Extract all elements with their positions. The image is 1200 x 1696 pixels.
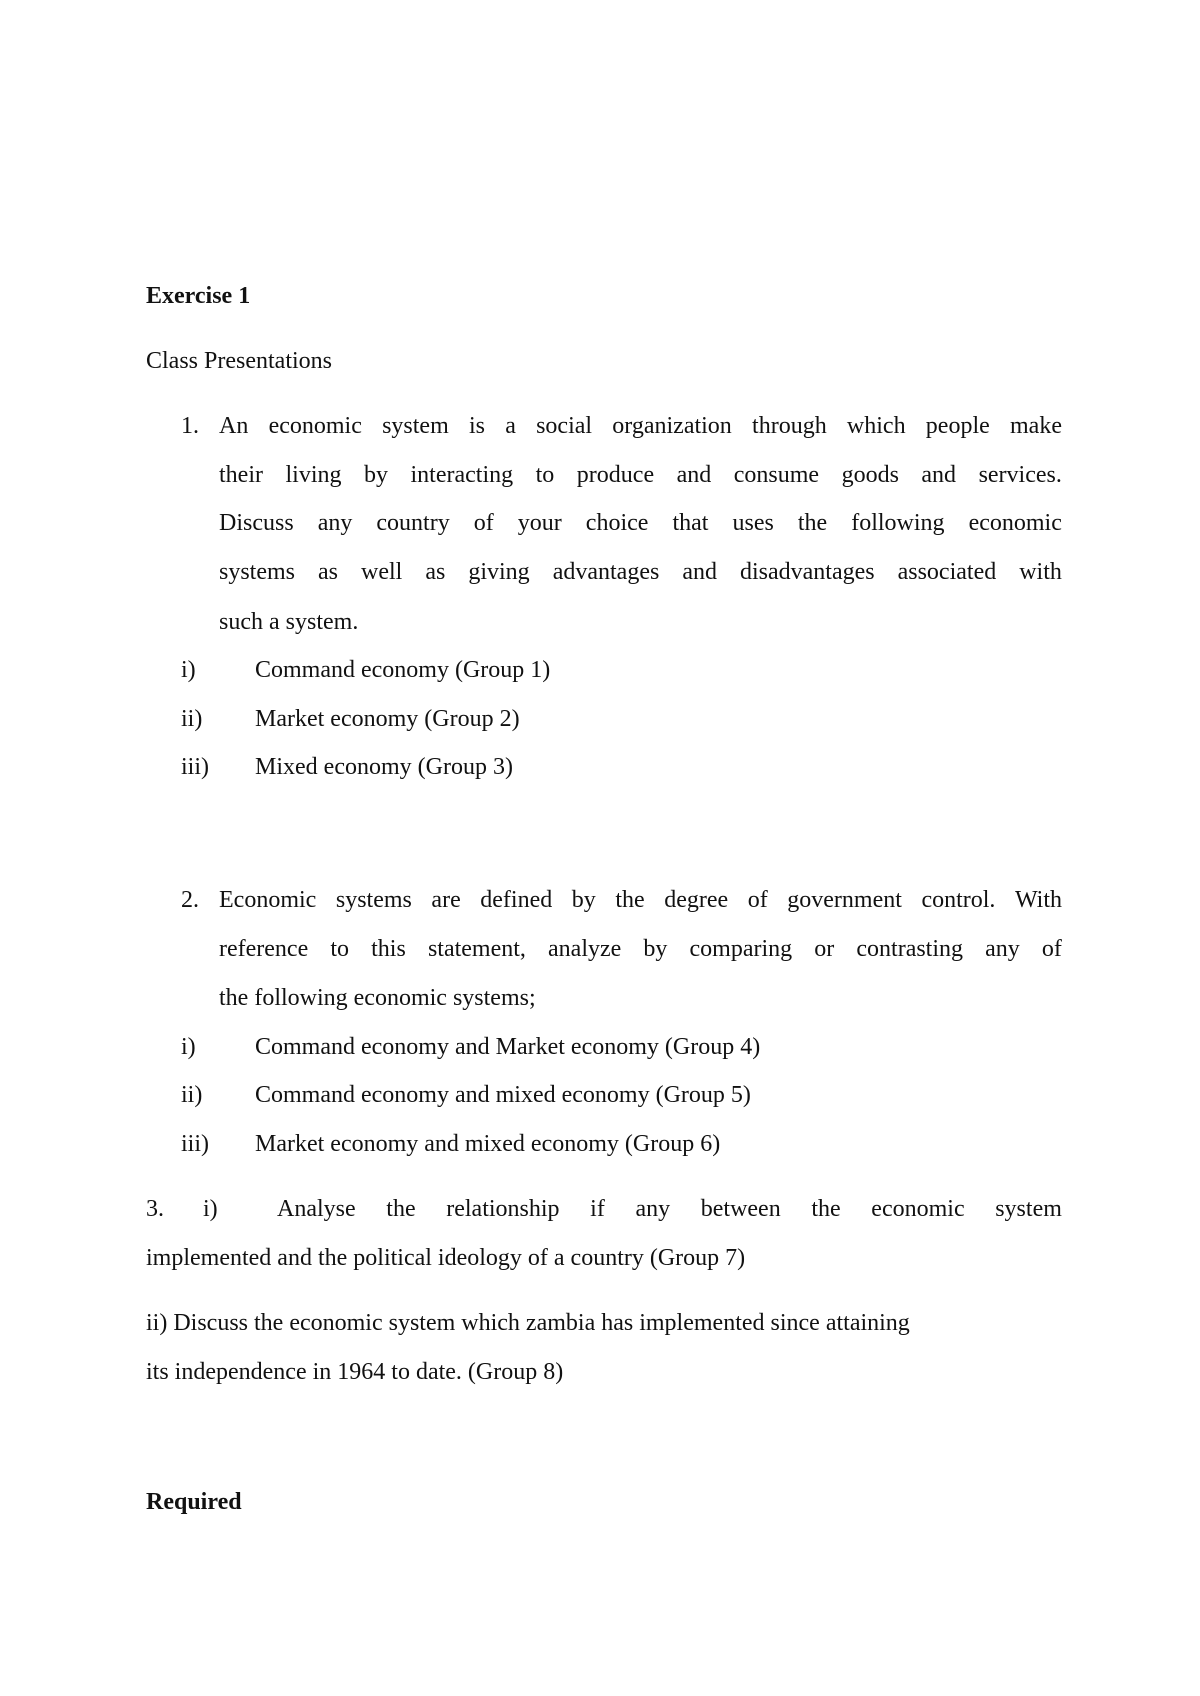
word: that <box>672 510 709 536</box>
word: people <box>925 413 990 439</box>
word: With <box>1014 887 1062 913</box>
word: and <box>921 462 957 488</box>
word: and <box>682 559 717 585</box>
q3-part2-line-2: its independence in 1964 to date. (Group 8) <box>146 1359 564 1385</box>
q1-number: 1. <box>181 413 199 439</box>
word: a <box>505 413 516 439</box>
q3-part2-line-1: ii) Discuss the economic system which zambia has implemented since attaining <box>146 1310 910 1336</box>
q2-line-2 <box>219 937 1062 961</box>
q1-item-1-marker: i) <box>181 657 196 683</box>
word: of <box>1041 936 1062 962</box>
word: comparing <box>689 936 793 962</box>
word: systems <box>335 887 412 913</box>
q1-line-3 <box>219 511 1062 535</box>
word: as <box>425 559 446 585</box>
word: well <box>361 559 403 585</box>
word: defined <box>480 887 553 913</box>
q2-item-2-marker: ii) <box>181 1082 203 1108</box>
word: to <box>330 936 350 962</box>
word: reference <box>219 936 309 962</box>
word: their <box>219 462 263 488</box>
word: this <box>371 936 406 962</box>
word: by <box>571 887 596 913</box>
word: as <box>318 559 339 585</box>
word: associated <box>897 559 997 585</box>
word: any <box>635 1196 671 1222</box>
word: your <box>517 510 562 536</box>
word: living <box>285 462 342 488</box>
q2-item-3-marker: iii) <box>181 1131 209 1157</box>
q1-item-3-text: Mixed economy (Group 3) <box>255 754 513 780</box>
word: is <box>468 413 485 439</box>
word: are <box>431 887 461 913</box>
exercise-subtitle: Class Presentations <box>146 348 332 374</box>
word: disadvantages <box>739 559 875 585</box>
word: make <box>1010 413 1062 439</box>
word: interacting <box>410 462 514 488</box>
q1-item-2-text: Market economy (Group 2) <box>255 706 520 732</box>
q3-number: 3. <box>146 1196 164 1222</box>
word: Economic <box>219 887 317 913</box>
word: by <box>643 936 668 962</box>
word: economic <box>268 413 362 439</box>
q1-line-5: such a system. <box>219 609 359 635</box>
word: social <box>536 413 593 439</box>
word: systems <box>219 559 296 585</box>
word: through <box>752 413 827 439</box>
word: if <box>590 1196 605 1222</box>
word: or <box>814 936 835 962</box>
word: contrasting <box>856 936 964 962</box>
q2-line-3: the following economic systems; <box>219 985 536 1011</box>
q2-number: 2. <box>181 887 199 913</box>
exercise-title: Exercise 1 <box>146 283 251 309</box>
q3-part1-line-2: implemented and the political ideology of a country (Group 7) <box>146 1245 746 1271</box>
word: economic <box>871 1196 965 1222</box>
word: services. <box>978 462 1062 488</box>
q3-part1-line-1 <box>277 1197 1062 1221</box>
word: the <box>797 510 828 536</box>
q1-item-3-marker: iii) <box>181 754 209 780</box>
word: of <box>747 887 768 913</box>
word: Analyse <box>277 1196 356 1222</box>
word: between <box>700 1196 781 1222</box>
word: uses <box>732 510 774 536</box>
word: the <box>811 1196 841 1222</box>
word: system <box>382 413 449 439</box>
q1-item-1-text: Command economy (Group 1) <box>255 657 551 683</box>
q2-item-2-text: Command economy and mixed economy (Group 5) <box>255 1082 751 1108</box>
q1-line-4 <box>219 560 1062 584</box>
word: goods <box>841 462 899 488</box>
word: statement, <box>427 936 526 962</box>
word: produce <box>576 462 655 488</box>
word: degree <box>664 887 729 913</box>
word: any <box>317 510 353 536</box>
required-heading: Required <box>146 1489 242 1515</box>
word: which <box>846 413 906 439</box>
word: analyze <box>548 936 622 962</box>
word: by <box>364 462 388 488</box>
word: organization <box>612 413 732 439</box>
word: any <box>985 936 1020 962</box>
q1-line-1 <box>219 414 1062 438</box>
q1-line-2 <box>219 463 1062 487</box>
q2-item-1-marker: i) <box>181 1034 196 1060</box>
q2-item-1-text: Command economy and Market economy (Group 4) <box>255 1034 761 1060</box>
word: consume <box>733 462 820 488</box>
word: control. <box>921 887 996 913</box>
word: advantages <box>552 559 660 585</box>
word: and <box>676 462 712 488</box>
word: of <box>473 510 494 536</box>
word: the <box>615 887 645 913</box>
q2-item-3-text: Market economy and mixed economy (Group 6) <box>255 1131 721 1157</box>
q2-line-1 <box>219 888 1062 912</box>
word: system <box>995 1196 1062 1222</box>
word: with <box>1019 559 1062 585</box>
word: Discuss <box>219 510 294 536</box>
word: government <box>787 887 902 913</box>
word: following <box>851 510 945 536</box>
word: relationship <box>446 1196 560 1222</box>
q1-item-2-marker: ii) <box>181 706 203 732</box>
word: to <box>535 462 555 488</box>
word: the <box>386 1196 416 1222</box>
word: country <box>376 510 450 536</box>
word: economic <box>968 510 1062 536</box>
q3-part1-marker: i) <box>203 1196 218 1222</box>
word: choice <box>585 510 649 536</box>
word: giving <box>468 559 530 585</box>
word: An <box>219 413 249 439</box>
